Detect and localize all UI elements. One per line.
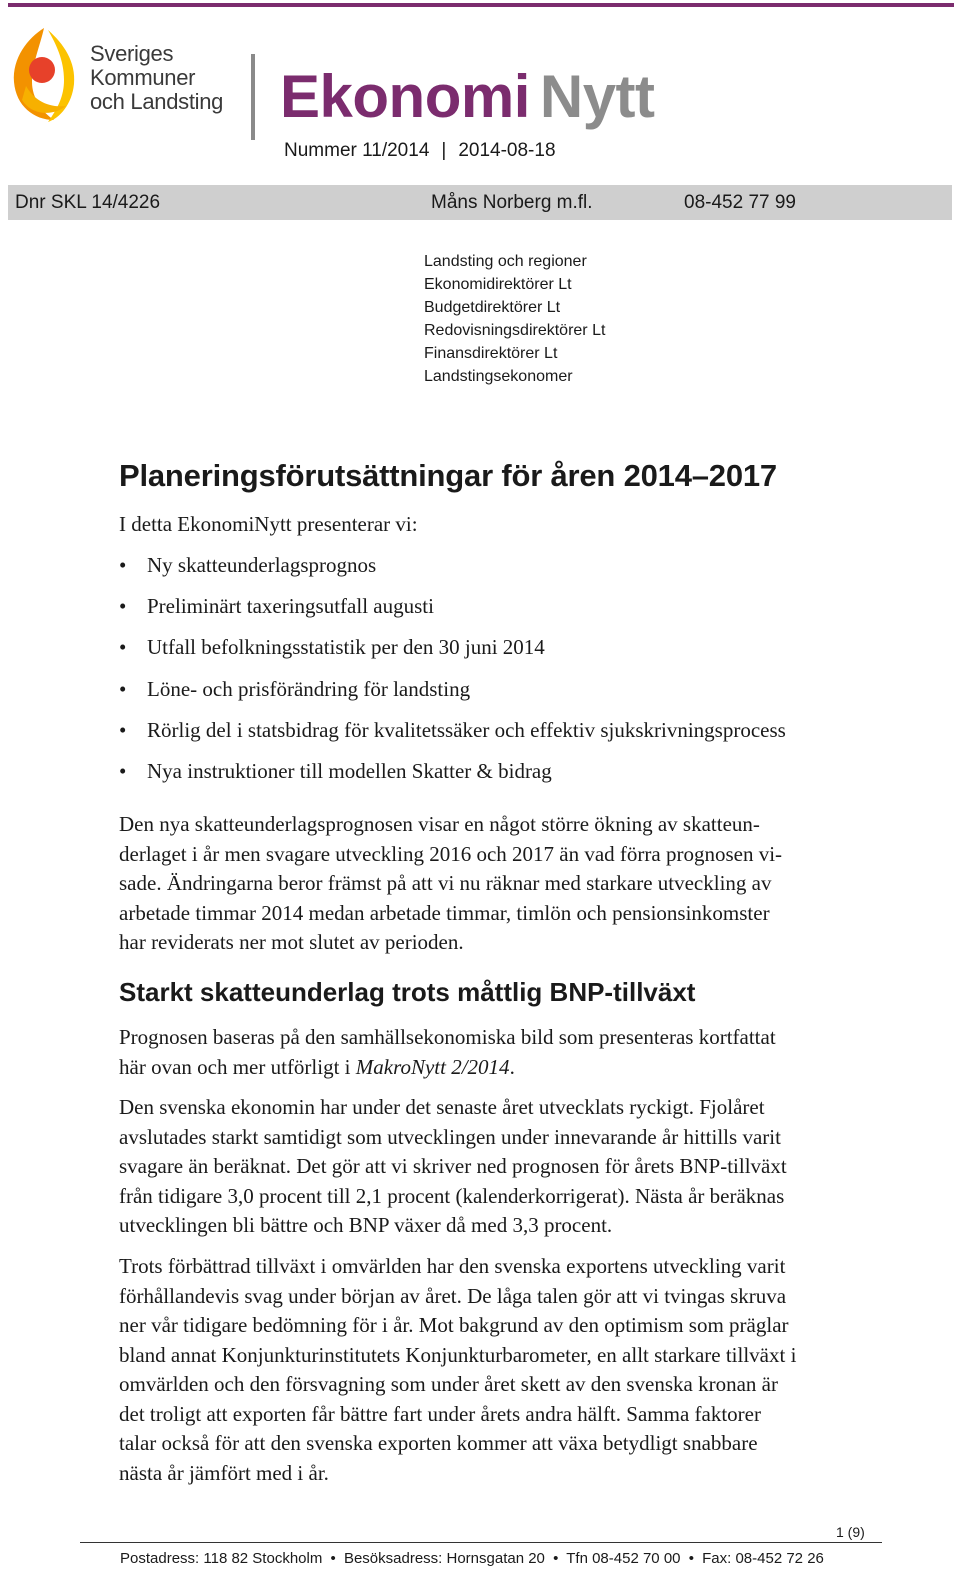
telephone: Tfn 08-452 70 00 <box>566 1550 681 1567</box>
topic-list <box>119 551 786 798</box>
forecast-paragraph <box>119 1023 879 1082</box>
fax: Fax: 08-452 72 26 <box>702 1550 824 1567</box>
recipient: Landstingsekonomer <box>424 368 573 385</box>
org-line-1: Sveriges <box>90 41 174 66</box>
list-item: • Nya instruktioner till modellen Skatter & bidrag <box>119 757 786 798</box>
paragraph-line: Den nya skatteunderlagsprognosen visar en något större ökning av skatteun- <box>119 812 760 836</box>
paragraph-line: bland annat Konjunkturinstitutets Konjunkturbarometer, en allt starkare tillväxt i <box>119 1342 797 1367</box>
paragraph-text: . <box>509 1054 515 1079</box>
paragraph-line: avslutades starkt samtidigt som utvecklingen under innevarande år hittills varit <box>119 1124 781 1149</box>
paragraph-line: derlaget i år men svagare utveckling 2016 och 2017 än vad förra prognosen vi- <box>119 841 783 866</box>
recipient: Budgetdirektörer Lt <box>424 299 561 316</box>
paragraph-line: från tidigare 3,0 procent till 2,1 procent (kalenderkorrigerat). Nästa år beräknas <box>119 1183 785 1208</box>
summary-paragraph <box>119 810 879 958</box>
separator-dot: • <box>553 1550 559 1567</box>
meta-bar <box>8 185 952 220</box>
issue-separator: | <box>441 140 447 161</box>
page-number: 1 (9) <box>836 1524 865 1540</box>
author: Måns Norberg m.fl. <box>431 192 593 213</box>
logo-divider <box>251 54 255 140</box>
paragraph-line: arbetade timmar 2014 medan arbetade timmar, timlön och pensionsinkomster <box>119 900 770 925</box>
paragraph-text: här ovan och mer utförligt i <box>119 1054 356 1079</box>
economy-paragraph <box>119 1093 879 1241</box>
issue-number: Nummer 11/2014 <box>284 140 430 161</box>
brand-nytt: Nytt <box>539 63 655 130</box>
recipient: Ekonomidirektörer Lt <box>424 276 572 293</box>
paragraph-line: ner vår tidigare bedömning för i år. Mot bakgrund av den optimism som präglar <box>119 1313 789 1337</box>
visiting-address: Besöksadress: Hornsgatan 20 <box>343 1550 545 1567</box>
list-item: • Rörlig del i statsbidrag för kvalitetssäker och effektiv sjukskrivningsprocess <box>119 716 786 757</box>
paragraph-line: har reviderats ner mot slutet av perioden. <box>119 930 464 954</box>
contact-phone: 08-452 77 99 <box>684 192 796 213</box>
list-item: • Löne- och prisförändring för landsting <box>119 675 786 716</box>
list-item: • Preliminärt taxeringsutfall augusti <box>119 592 786 633</box>
intro-text: I detta EkonomiNytt presenterar vi: <box>119 512 418 536</box>
dnr-number: Dnr SKL 14/4226 <box>15 192 161 213</box>
paragraph-line: nästa år jämfört med i år. <box>119 1460 329 1485</box>
recipient: Landsting och regioner <box>424 253 587 270</box>
recipient: Finansdirektörer Lt <box>424 345 558 362</box>
paragraph-line: omvärlden och den försvagning som under året skett av den svenska kronan är <box>119 1372 778 1396</box>
issue-line <box>284 140 556 162</box>
org-line-3: och Landsting <box>90 89 224 114</box>
separator-dot: • <box>330 1550 336 1567</box>
makronytt-reference: MakroNytt 2/2014 <box>355 1054 510 1079</box>
paragraph-line: talar också för att den svenska exporten kommer att växa betydligt snabbare <box>119 1431 758 1455</box>
top-rule <box>8 3 954 7</box>
paragraph-line: det troligt att exporten får bättre fart under årets andra hälft. Samma faktorer <box>119 1401 761 1426</box>
org-line-2: Kommuner <box>90 65 196 90</box>
section-heading: Starkt skatteunderlag trots måttlig BNP-tillväxt <box>119 977 696 1007</box>
paragraph-line: förhållandevis svag under början av året. De låga talen gör att vi tvingas skruva <box>119 1283 787 1308</box>
footer-rule <box>80 1542 882 1543</box>
brand-ekonomi: Ekonomi <box>280 63 530 130</box>
paragraph-line: sade. Ändringarna beror främst på att vi nu räknar med starkare utveckling av <box>119 871 772 895</box>
separator-dot: • <box>688 1550 694 1567</box>
newsletter-brand <box>280 62 655 132</box>
skl-logo-icon <box>8 26 80 124</box>
issue-date: 2014-08-18 <box>458 140 556 161</box>
recipient-list <box>424 250 605 388</box>
paragraph-line <box>119 1053 879 1083</box>
paragraph-line: Prognosen baseras på den samhällsekonomiska bild som presenteras kortfattat <box>119 1025 776 1049</box>
recipient: Redovisningsdirektörer Lt <box>424 322 606 339</box>
paragraph-line: svagare än beräknat. Det gör att vi skriver ned prognosen för årets BNP-tillväxt <box>119 1154 787 1178</box>
list-item: • Utfall befolkningsstatistik per den 30 juni 2014 <box>119 633 786 674</box>
paragraph-line: Den svenska ekonomin har under det senaste året utvecklats ryckigt. Fjolåret <box>119 1095 765 1119</box>
paragraph-line: Trots förbättrad tillväxt i omvärlden har den svenska exportens utveckling varit <box>119 1254 786 1278</box>
footer <box>120 1550 824 1567</box>
list-item: • Ny skatteunderlagsprognos <box>119 551 786 592</box>
postal-address: Postadress: 118 82 Stockholm <box>120 1550 323 1567</box>
page-title: Planeringsförutsättningar för åren 2014–2017 <box>119 458 777 493</box>
paragraph-line: utvecklingen bli bättre och BNP växer då med 3,3 procent. <box>119 1213 613 1237</box>
org-name <box>90 42 223 114</box>
export-paragraph <box>119 1252 879 1488</box>
